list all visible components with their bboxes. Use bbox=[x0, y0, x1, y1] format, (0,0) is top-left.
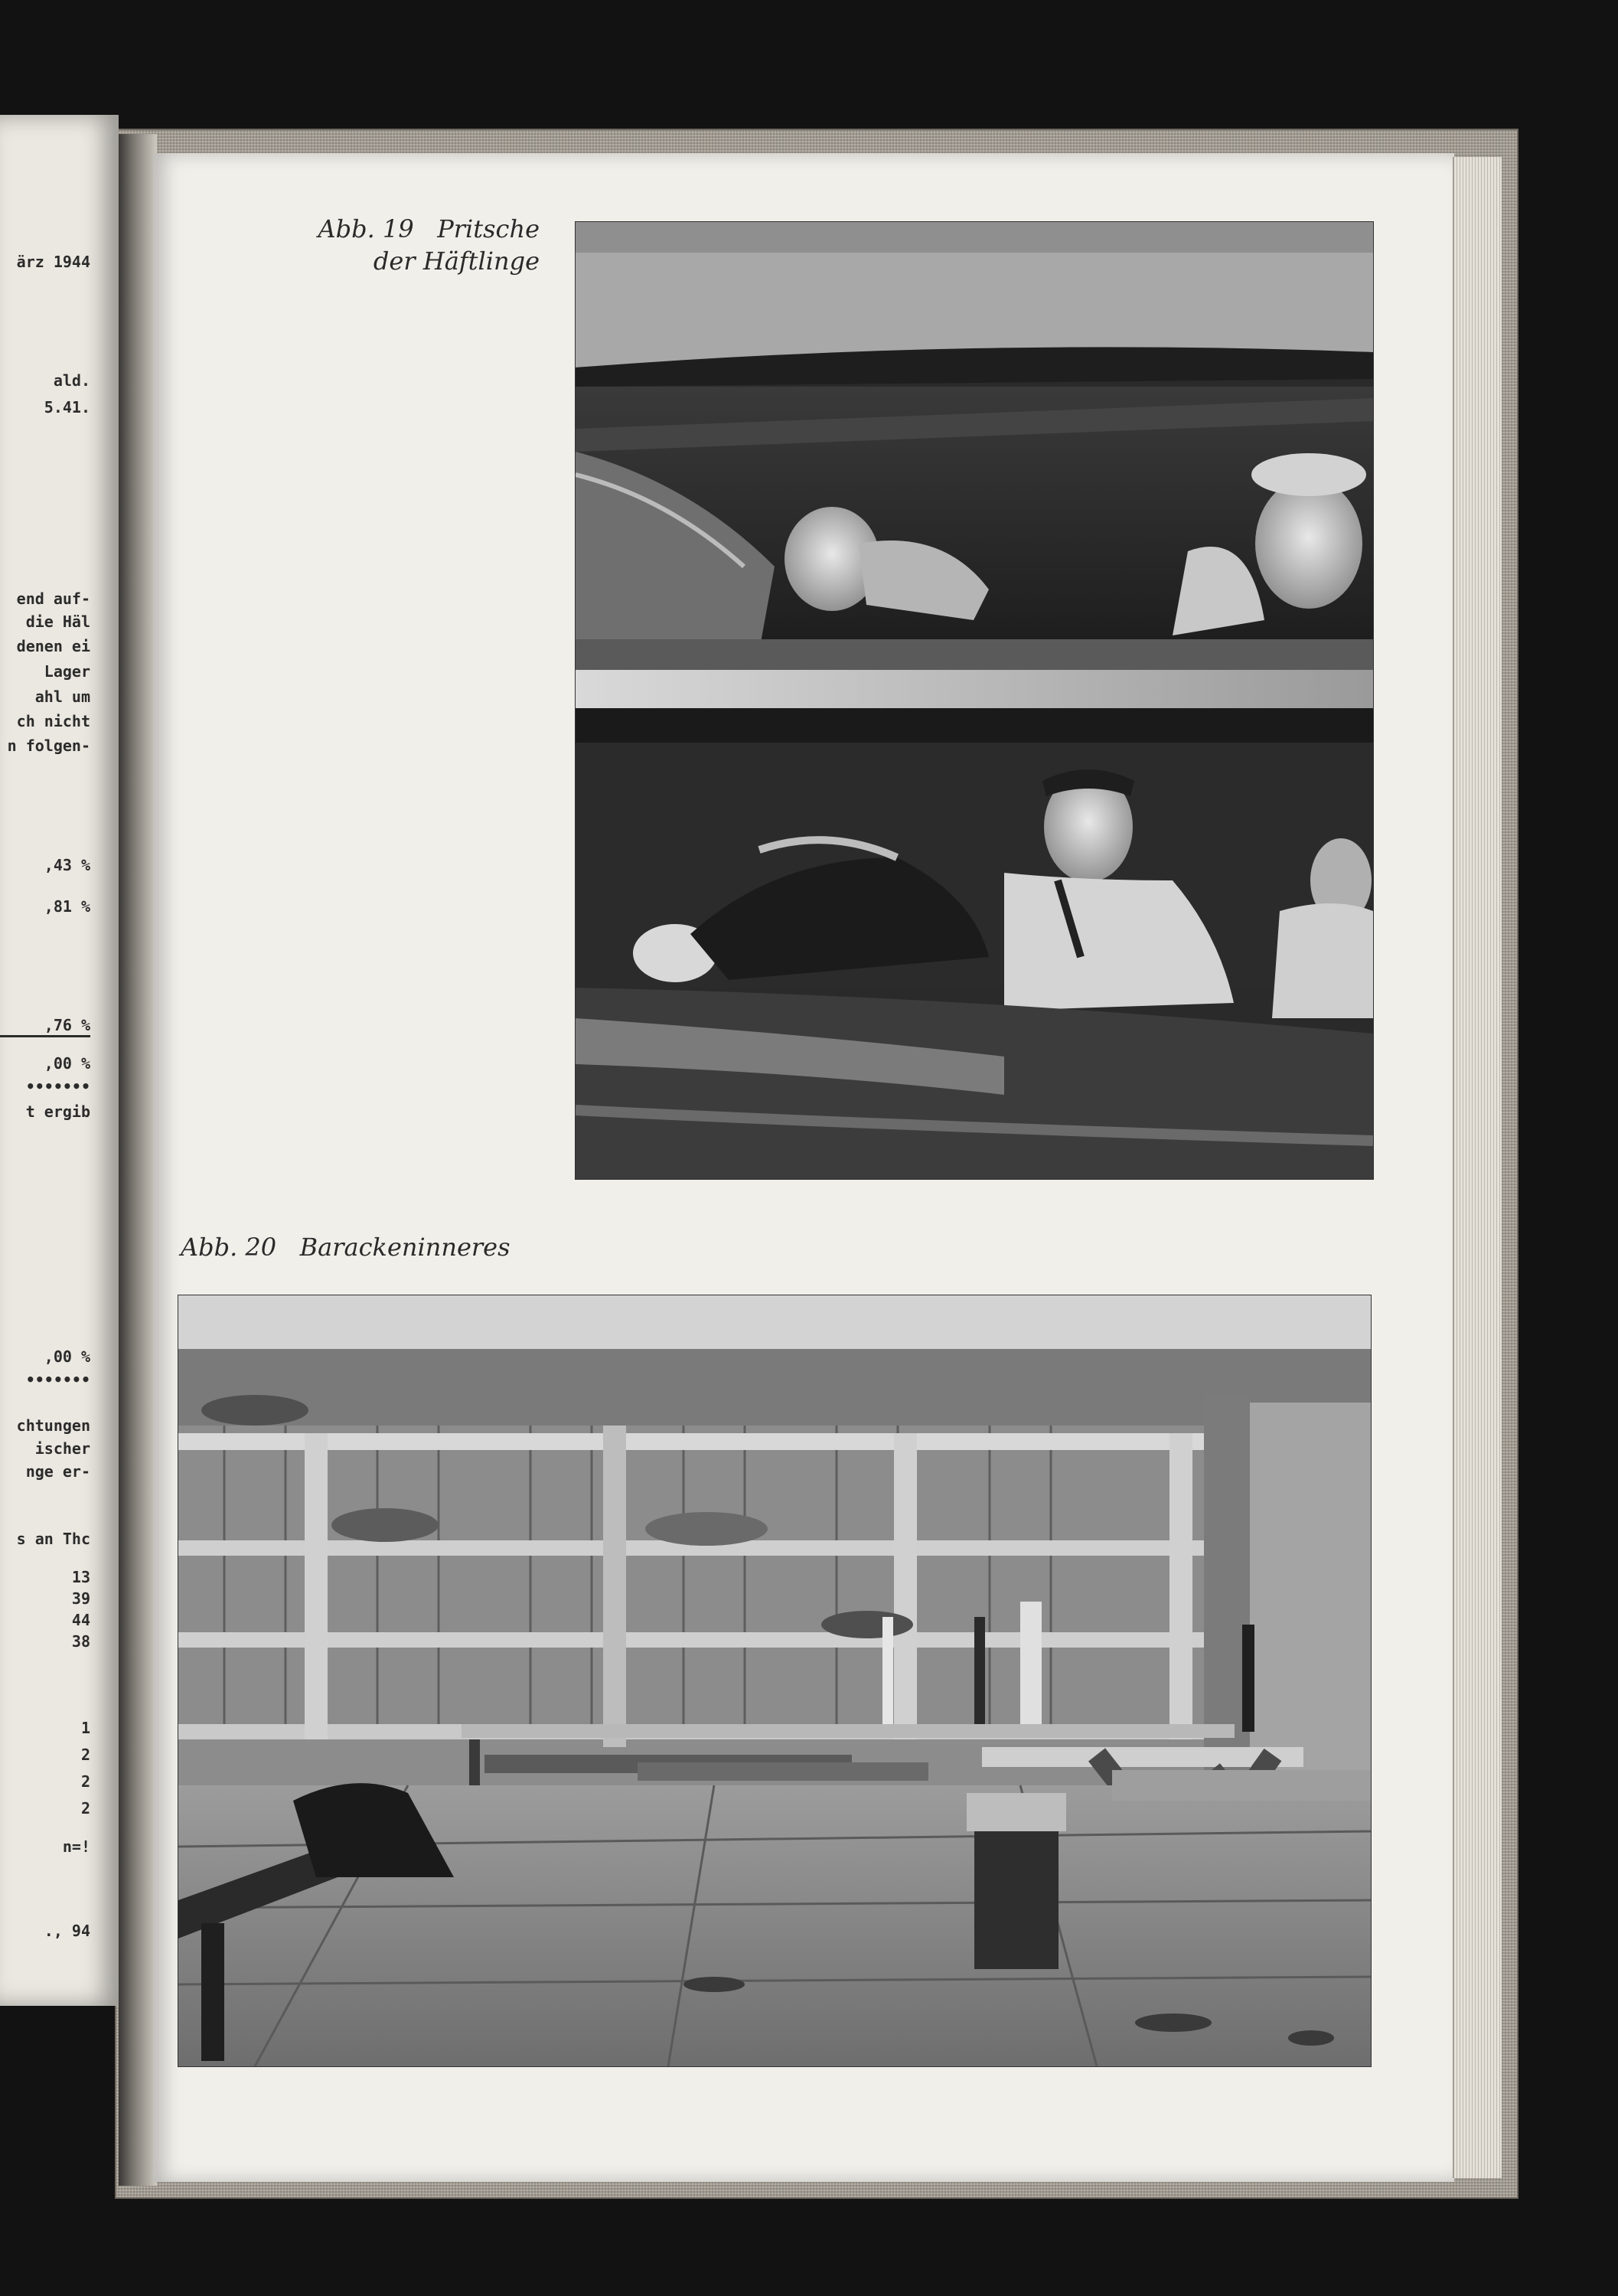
typewritten-line: nge er- bbox=[25, 1462, 90, 1481]
fig19-photo bbox=[576, 222, 1373, 1179]
typewritten-line: ärz 1944 bbox=[16, 253, 90, 271]
fig20-caption bbox=[181, 1231, 511, 1263]
fig20-title: Barackeninneres bbox=[299, 1233, 511, 1262]
typewritten-line: ,43 % bbox=[44, 856, 90, 874]
fig19-label: Abb. 19 bbox=[318, 214, 414, 243]
typewritten-rule bbox=[0, 1035, 90, 1037]
fig19-caption bbox=[306, 213, 540, 277]
typewritten-line: 39 bbox=[71, 1589, 90, 1608]
typewritten-line: chtungen bbox=[16, 1416, 90, 1435]
typewritten-line: n=! bbox=[62, 1837, 90, 1856]
typewritten-line: Lager bbox=[44, 662, 90, 681]
typewritten-line: end auf- bbox=[16, 590, 90, 608]
typewritten-line: 1 bbox=[80, 1719, 90, 1737]
typewritten-line: ahl um bbox=[34, 687, 90, 706]
fig19-title-line2: der Häftlinge bbox=[373, 247, 540, 276]
typewritten-line: 44 bbox=[71, 1611, 90, 1629]
fig19-title-line1: Pritsche bbox=[437, 214, 540, 243]
typewritten-line: ,00 % bbox=[44, 1054, 90, 1073]
typewritten-line: n folgen- bbox=[7, 736, 90, 755]
typewritten-line: ,81 % bbox=[44, 897, 90, 916]
typewritten-line: ., 94 bbox=[44, 1922, 90, 1940]
fig20-photo bbox=[178, 1295, 1371, 2066]
typewritten-line: 2 bbox=[80, 1799, 90, 1818]
typewritten-line: denen ei bbox=[16, 637, 90, 655]
typewritten-line: ,76 % bbox=[44, 1016, 90, 1034]
fig20-label: Abb. 20 bbox=[181, 1233, 277, 1262]
typewritten-line: ald. bbox=[53, 371, 90, 390]
typewritten-line: ••••••• bbox=[25, 1077, 90, 1096]
typewritten-line: s an Thc bbox=[16, 1530, 90, 1548]
typewritten-line: t ergib bbox=[25, 1102, 90, 1121]
typewritten-line: 38 bbox=[71, 1632, 90, 1651]
book-gutter bbox=[119, 134, 157, 2186]
typewritten-line: die Häl bbox=[25, 612, 90, 631]
typewritten-line: ch nicht bbox=[16, 712, 90, 730]
typewritten-line: ,00 % bbox=[44, 1347, 90, 1366]
typewritten-line: 2 bbox=[80, 1772, 90, 1791]
typewritten-line: ••••••• bbox=[25, 1370, 90, 1389]
page-edges bbox=[1453, 157, 1502, 2178]
typewritten-line: ischer bbox=[34, 1439, 90, 1458]
bunk-photo-image bbox=[576, 222, 1373, 1179]
facing-page bbox=[0, 115, 119, 2006]
barrack-photo-image bbox=[178, 1295, 1371, 2066]
typewritten-line: 2 bbox=[80, 1746, 90, 1764]
typewritten-line: 5.41. bbox=[44, 398, 90, 416]
typewritten-line: 13 bbox=[71, 1568, 90, 1586]
